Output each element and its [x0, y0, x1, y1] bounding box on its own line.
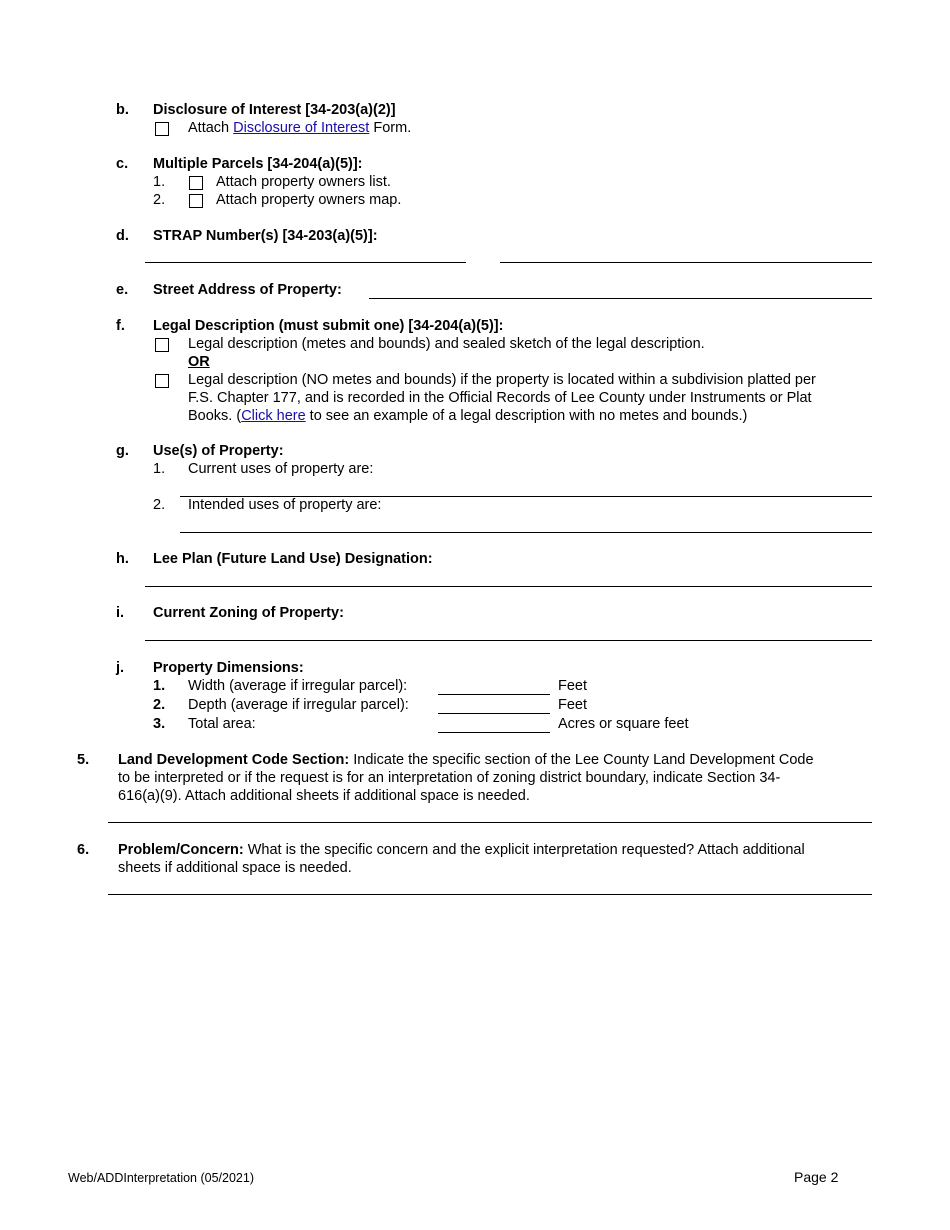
parcels-item-num-2: 2. — [153, 192, 166, 208]
item-letter-j: j. — [116, 660, 125, 676]
click-here-link[interactable]: Click here — [241, 408, 306, 424]
item-letter-c: c. — [116, 156, 129, 172]
dimension-num-2: 2. — [153, 697, 166, 713]
ldc-line-1-text: Indicate the specific section of the Lee County Land Development Code — [349, 752, 814, 768]
current-uses-label: Current uses of property are: — [188, 461, 374, 477]
total-area-unit: Acres or square feet — [558, 716, 689, 732]
lee-plan-field[interactable] — [145, 586, 872, 587]
item-letter-i: i. — [116, 605, 125, 621]
item-letter-f: f. — [116, 318, 125, 334]
dimension-num-1: 1. — [153, 678, 166, 694]
ldc-line-2: to be interpreted or if the request is for an interpretation of zoning district boundary, indicate Section 34- — [118, 770, 781, 786]
width-label: Width (average if irregular parcel): — [188, 678, 408, 694]
item-letter-d: d. — [116, 228, 129, 244]
ldc-heading: Land Development Code Section: — [118, 752, 350, 768]
uses-item-num-2: 2. — [153, 497, 166, 513]
section-num-6: 6. — [77, 842, 90, 858]
uses-title: Use(s) of Property: — [153, 443, 284, 459]
strap-title: STRAP Number(s) [34-203(a)(5)]: — [153, 228, 378, 244]
owners-list-checkbox[interactable] — [189, 176, 203, 190]
concern-field[interactable] — [108, 894, 872, 895]
total-area-field[interactable] — [438, 732, 550, 733]
property-dimensions-title: Property Dimensions: — [153, 660, 304, 676]
owners-map-checkbox[interactable] — [189, 194, 203, 208]
lee-plan-title: Lee Plan (Future Land Use) Designation: — [153, 551, 433, 567]
disclosure-of-interest-link[interactable]: Disclosure of Interest — [233, 120, 370, 136]
owners-list-label: Attach property owners list. — [216, 174, 391, 190]
dimension-num-3: 3. — [153, 716, 166, 732]
owners-map-label: Attach property owners map. — [216, 192, 402, 208]
ldc-line-3: 616(a)(9). Attach additional sheets if additional space is needed. — [118, 788, 530, 804]
legal-option-2-checkbox[interactable] — [155, 374, 169, 388]
or-separator: OR — [188, 354, 210, 370]
width-field[interactable] — [438, 694, 550, 695]
depth-label: Depth (average if irregular parcel): — [188, 697, 409, 713]
legal-option-2-line1: Legal description (NO metes and bounds) if the property is located within a subdivision platted per — [188, 372, 816, 388]
width-unit: Feet — [558, 678, 588, 694]
item-letter-e: e. — [116, 282, 129, 298]
concern-line-1-text: What is the specific concern and the explicit interpretation requested? Attach additional — [243, 842, 805, 858]
disclosure-title: Disclosure of Interest [34-203(a)(2)] — [153, 102, 396, 118]
depth-unit: Feet — [558, 697, 588, 713]
legal-option-1-checkbox[interactable] — [155, 338, 169, 352]
intended-uses-label: Intended uses of property are: — [188, 497, 382, 513]
strap-field-2[interactable] — [500, 262, 872, 263]
legal-option-2-line3-pre: Books. ( — [188, 408, 242, 424]
uses-item-num-1: 1. — [153, 461, 166, 477]
legal-option-2-line2: F.S. Chapter 177, and is recorded in the Official Records of Lee County under Instruments or Plat — [188, 390, 812, 406]
current-zoning-field[interactable] — [145, 640, 872, 641]
concern-line-1 — [118, 841, 805, 859]
parcels-item-num-1: 1. — [153, 174, 166, 190]
strap-field-1[interactable] — [145, 262, 466, 263]
street-address-title: Street Address of Property: — [153, 282, 342, 298]
disclosure-attach-pre: Attach — [188, 120, 234, 136]
ldc-section-field[interactable] — [108, 822, 872, 823]
disclosure-attach-line — [188, 119, 411, 137]
legal-option-1-label: Legal description (metes and bounds) and sealed sketch of the legal description. — [188, 336, 705, 352]
concern-heading: Problem/Concern: — [118, 842, 244, 858]
ldc-line-1 — [118, 751, 814, 769]
multiple-parcels-title: Multiple Parcels [34-204(a)(5)]: — [153, 156, 363, 172]
legal-option-2-line3-post: to see an example of a legal description with no metes and bounds.) — [305, 408, 748, 424]
legal-option-2-line3 — [188, 407, 747, 425]
intended-uses-field[interactable] — [180, 532, 872, 533]
depth-field[interactable] — [438, 713, 550, 714]
total-area-label: Total area: — [188, 716, 256, 732]
item-letter-h: h. — [116, 551, 129, 567]
footer-page-number: Page 2 — [794, 1169, 839, 1185]
disclosure-attach-post: Form. — [369, 120, 412, 136]
item-letter-g: g. — [116, 443, 129, 459]
footer-form-id: Web/ADDInterpretation (05/2021) — [68, 1171, 254, 1185]
street-address-field[interactable] — [369, 298, 872, 299]
disclosure-checkbox[interactable] — [155, 122, 169, 136]
current-zoning-title: Current Zoning of Property: — [153, 605, 344, 621]
item-letter-b: b. — [116, 102, 129, 118]
legal-description-title: Legal Description (must submit one) [34-204(a)(5)]: — [153, 318, 504, 334]
section-num-5: 5. — [77, 752, 90, 768]
concern-line-2: sheets if additional space is needed. — [118, 860, 352, 876]
